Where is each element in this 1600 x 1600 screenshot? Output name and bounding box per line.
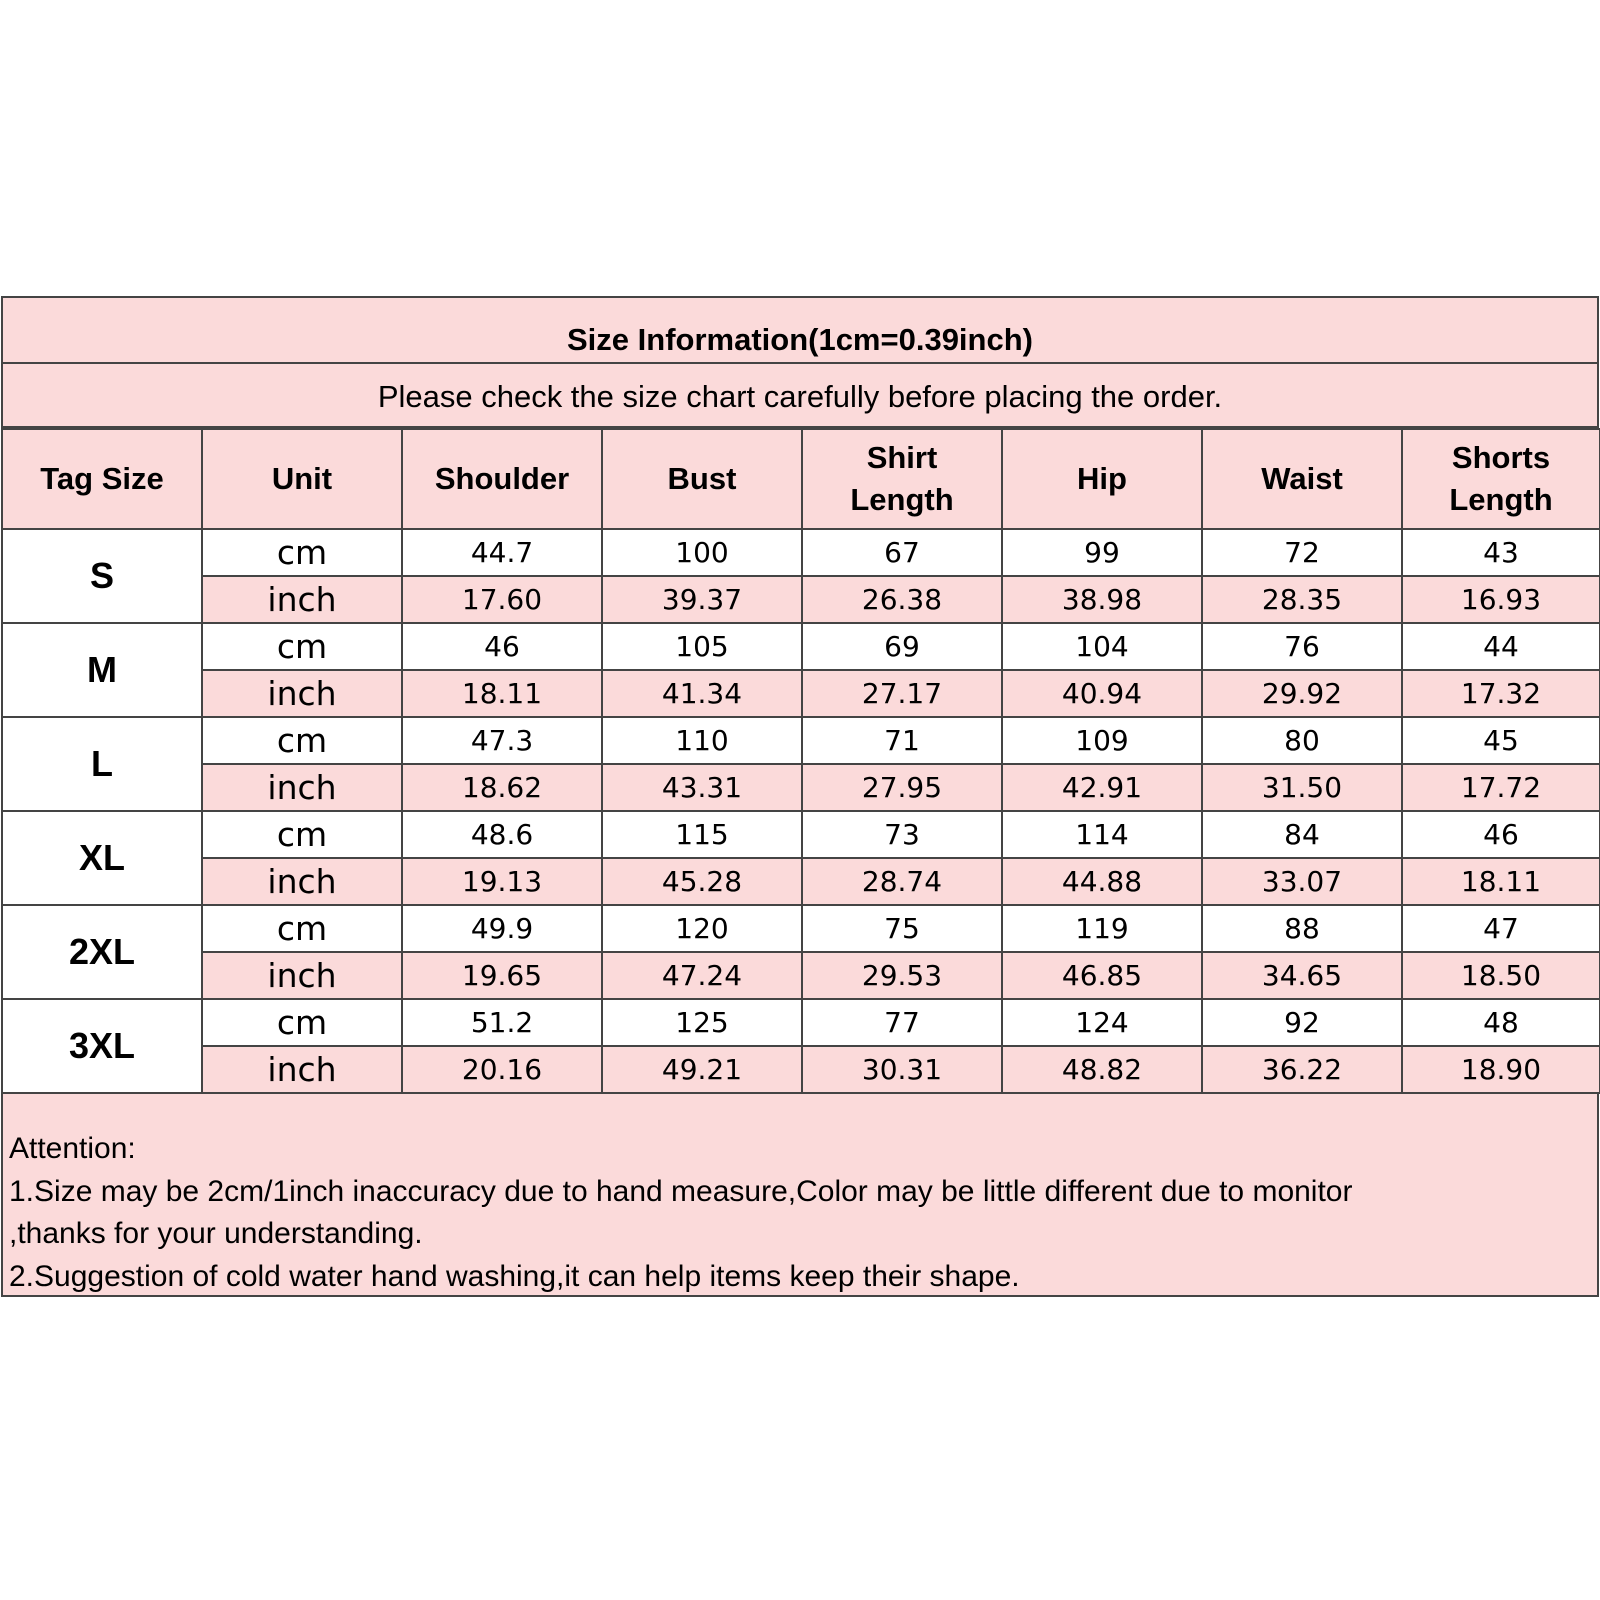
shoulder-cell: 46 bbox=[402, 623, 602, 670]
shirt-length-cell: 27.17 bbox=[802, 670, 1002, 717]
table-row bbox=[2, 717, 1600, 764]
unit-cell: cm bbox=[202, 623, 402, 670]
shorts-length-cell: 47 bbox=[1402, 905, 1600, 952]
table-row bbox=[2, 858, 1600, 905]
tag-size-cell: M bbox=[2, 623, 202, 717]
note-line: 1.Size may be 2cm/1inch inaccuracy due to hand measure,Color may be little different due to monitor bbox=[9, 1174, 1353, 1208]
tag-size-cell: 3XL bbox=[2, 999, 202, 1093]
shirt-length-cell: 27.95 bbox=[802, 764, 1002, 811]
shoulder-cell: 17.60 bbox=[402, 576, 602, 623]
bust-cell: 49.21 bbox=[602, 1046, 802, 1093]
shorts-length-cell: 44 bbox=[1402, 623, 1600, 670]
shorts-length-cell: 48 bbox=[1402, 999, 1600, 1046]
header-unit: Unit bbox=[202, 429, 402, 529]
shirt-length-cell: 73 bbox=[802, 811, 1002, 858]
waist-cell: 88 bbox=[1202, 905, 1402, 952]
shirt-length-cell: 77 bbox=[802, 999, 1002, 1046]
hip-cell: 124 bbox=[1002, 999, 1202, 1046]
unit-cell: cm bbox=[202, 905, 402, 952]
shorts-length-cell: 18.11 bbox=[1402, 858, 1600, 905]
hip-cell: 99 bbox=[1002, 529, 1202, 576]
table-row bbox=[2, 905, 1600, 952]
unit-cell: cm bbox=[202, 529, 402, 576]
table-row bbox=[2, 999, 1600, 1046]
unit-cell: cm bbox=[202, 811, 402, 858]
shorts-length-cell: 45 bbox=[1402, 717, 1600, 764]
table-row bbox=[2, 1046, 1600, 1093]
shirt-length-cell: 75 bbox=[802, 905, 1002, 952]
waist-cell: 72 bbox=[1202, 529, 1402, 576]
shirt-length-cell: 29.53 bbox=[802, 952, 1002, 999]
hip-cell: 109 bbox=[1002, 717, 1202, 764]
tag-size-cell: S bbox=[2, 529, 202, 623]
shoulder-cell: 18.11 bbox=[402, 670, 602, 717]
header-tag-size: Tag Size bbox=[2, 429, 202, 529]
note-line: ,thanks for your understanding. bbox=[9, 1217, 423, 1250]
waist-cell: 84 bbox=[1202, 811, 1402, 858]
shorts-length-cell: 18.50 bbox=[1402, 952, 1600, 999]
unit-cell: inch bbox=[202, 764, 402, 811]
table-row bbox=[2, 529, 1600, 576]
shirt-length-cell: 71 bbox=[802, 717, 1002, 764]
table-row bbox=[2, 764, 1600, 811]
waist-cell: 92 bbox=[1202, 999, 1402, 1046]
bust-cell: 39.37 bbox=[602, 576, 802, 623]
size-rows bbox=[2, 529, 1600, 1093]
header-row bbox=[2, 429, 1600, 529]
unit-cell: inch bbox=[202, 1046, 402, 1093]
waist-cell: 31.50 bbox=[1202, 764, 1402, 811]
shirt-length-cell: 69 bbox=[802, 623, 1002, 670]
attention-notes bbox=[1, 1094, 1599, 1297]
bust-cell: 110 bbox=[602, 717, 802, 764]
size-table bbox=[1, 428, 1600, 1094]
shorts-length-cell: 17.32 bbox=[1402, 670, 1600, 717]
unit-cell: inch bbox=[202, 952, 402, 999]
bust-cell: 45.28 bbox=[602, 858, 802, 905]
table-row bbox=[2, 811, 1600, 858]
shirt-length-cell: 28.74 bbox=[802, 858, 1002, 905]
shoulder-cell: 44.7 bbox=[402, 529, 602, 576]
bust-cell: 105 bbox=[602, 623, 802, 670]
waist-cell: 36.22 bbox=[1202, 1046, 1402, 1093]
hip-cell: 119 bbox=[1002, 905, 1202, 952]
size-chart bbox=[1, 296, 1599, 1297]
table-row bbox=[2, 623, 1600, 670]
bust-cell: 125 bbox=[602, 999, 802, 1046]
chart-title: Size Information(1cm=0.39inch) bbox=[1, 296, 1599, 362]
bust-cell: 47.24 bbox=[602, 952, 802, 999]
unit-cell: inch bbox=[202, 576, 402, 623]
header-shoulder: Shoulder bbox=[402, 429, 602, 529]
bust-cell: 41.34 bbox=[602, 670, 802, 717]
note-line: 2.Suggestion of cold water hand washing,it can help items keep their shape. bbox=[9, 1259, 1020, 1293]
chart-subtitle: Please check the size chart carefully before placing the order. bbox=[1, 362, 1599, 428]
waist-cell: 80 bbox=[1202, 717, 1402, 764]
hip-cell: 38.98 bbox=[1002, 576, 1202, 623]
shorts-length-cell: 46 bbox=[1402, 811, 1600, 858]
header-waist: Waist bbox=[1202, 429, 1402, 529]
header-shirt-length: Shirt Length bbox=[802, 429, 1002, 529]
bust-cell: 120 bbox=[602, 905, 802, 952]
notes-heading: Attention: bbox=[9, 1132, 136, 1165]
shoulder-cell: 19.65 bbox=[402, 952, 602, 999]
shirt-length-cell: 26.38 bbox=[802, 576, 1002, 623]
table-row bbox=[2, 952, 1600, 999]
tag-size-cell: XL bbox=[2, 811, 202, 905]
shoulder-cell: 49.9 bbox=[402, 905, 602, 952]
table-row bbox=[2, 576, 1600, 623]
shirt-length-cell: 67 bbox=[802, 529, 1002, 576]
hip-cell: 104 bbox=[1002, 623, 1202, 670]
bust-cell: 43.31 bbox=[602, 764, 802, 811]
waist-cell: 34.65 bbox=[1202, 952, 1402, 999]
shorts-length-cell: 43 bbox=[1402, 529, 1600, 576]
shorts-length-cell: 18.90 bbox=[1402, 1046, 1600, 1093]
hip-cell: 114 bbox=[1002, 811, 1202, 858]
shoulder-cell: 48.6 bbox=[402, 811, 602, 858]
shoulder-cell: 20.16 bbox=[402, 1046, 602, 1093]
unit-cell: inch bbox=[202, 670, 402, 717]
waist-cell: 76 bbox=[1202, 623, 1402, 670]
hip-cell: 48.82 bbox=[1002, 1046, 1202, 1093]
hip-cell: 44.88 bbox=[1002, 858, 1202, 905]
shoulder-cell: 51.2 bbox=[402, 999, 602, 1046]
waist-cell: 28.35 bbox=[1202, 576, 1402, 623]
bust-cell: 115 bbox=[602, 811, 802, 858]
header-bust: Bust bbox=[602, 429, 802, 529]
unit-cell: cm bbox=[202, 999, 402, 1046]
unit-cell: inch bbox=[202, 858, 402, 905]
table-row bbox=[2, 670, 1600, 717]
waist-cell: 29.92 bbox=[1202, 670, 1402, 717]
shorts-length-cell: 17.72 bbox=[1402, 764, 1600, 811]
shirt-length-cell: 30.31 bbox=[802, 1046, 1002, 1093]
waist-cell: 33.07 bbox=[1202, 858, 1402, 905]
tag-size-cell: 2XL bbox=[2, 905, 202, 999]
header-hip: Hip bbox=[1002, 429, 1202, 529]
hip-cell: 46.85 bbox=[1002, 952, 1202, 999]
shoulder-cell: 19.13 bbox=[402, 858, 602, 905]
shoulder-cell: 18.62 bbox=[402, 764, 602, 811]
header-shorts-length: Shorts Length bbox=[1402, 429, 1600, 529]
hip-cell: 40.94 bbox=[1002, 670, 1202, 717]
bust-cell: 100 bbox=[602, 529, 802, 576]
shoulder-cell: 47.3 bbox=[402, 717, 602, 764]
tag-size-cell: L bbox=[2, 717, 202, 811]
hip-cell: 42.91 bbox=[1002, 764, 1202, 811]
unit-cell: cm bbox=[202, 717, 402, 764]
shorts-length-cell: 16.93 bbox=[1402, 576, 1600, 623]
